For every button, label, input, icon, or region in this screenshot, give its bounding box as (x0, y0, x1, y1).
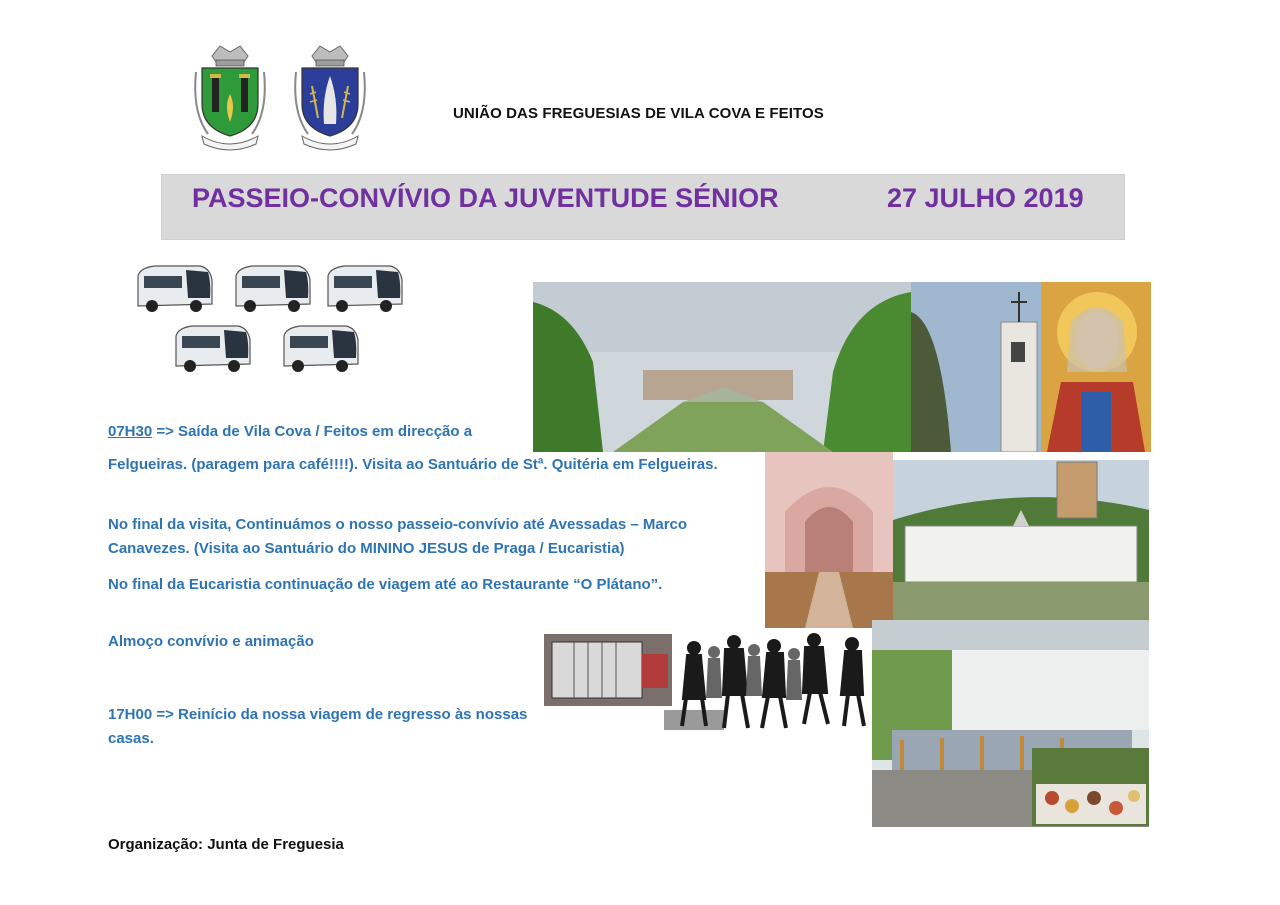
sanctuary-building-photo (893, 460, 1149, 620)
bus-icon (276, 320, 362, 378)
feitos-coat-of-arms (290, 42, 370, 152)
organization-footer: Organização: Junta de Freguesia (108, 836, 344, 853)
departure-line (108, 420, 472, 444)
vila-cova-coat-of-arms (190, 42, 270, 152)
bus-icon (228, 260, 314, 318)
dancers-silhouettes (664, 628, 872, 730)
itinerary-line-6: 17H00 => Reinício da nossa viagem de regresso às nossas casas. (108, 706, 528, 747)
itinerary-line-5: Almoço convívio e animação (108, 633, 314, 650)
accordion-photo (544, 634, 672, 706)
church-tower-photo (911, 282, 1041, 452)
felgueiras-avenue-photo (533, 282, 911, 452)
bus-icon (130, 260, 216, 318)
food-table-photo (1032, 748, 1149, 826)
bus-icon (168, 320, 254, 378)
itinerary-line-2: Felgueiras. (paragem para café!!!!). Visita ao Santuário de Stª. Quitéria em Felgueiras. (108, 456, 718, 473)
event-title: PASSEIO-CONVÍVIO DA JUVENTUDE SÉNIOR (192, 183, 779, 213)
organization-title: UNIÃO DAS FREGUESIAS DE VILA COVA E FEITOS (453, 105, 824, 122)
departure-text: => Saída de Vila Cova / Feitos em direcção a (152, 423, 473, 440)
bus-icon (320, 260, 406, 318)
itinerary-line-4: No final da Eucaristia continuação de viagem até ao Restaurante “O Plátano”. (108, 576, 663, 593)
event-date: 27 JULHO 2019 (887, 183, 1084, 213)
itinerary-line-3: No final da visita, Continuámos o nosso passeio-convívio até Avessadas – Marco Canavezes. (Visita ao Santuário do MININO JESUS de Praga / Eucaristia) (108, 516, 688, 557)
chapel-interior-photo (765, 452, 893, 628)
santa-quiteria-icon (1041, 282, 1151, 452)
departure-time: 07H30 (108, 423, 153, 440)
